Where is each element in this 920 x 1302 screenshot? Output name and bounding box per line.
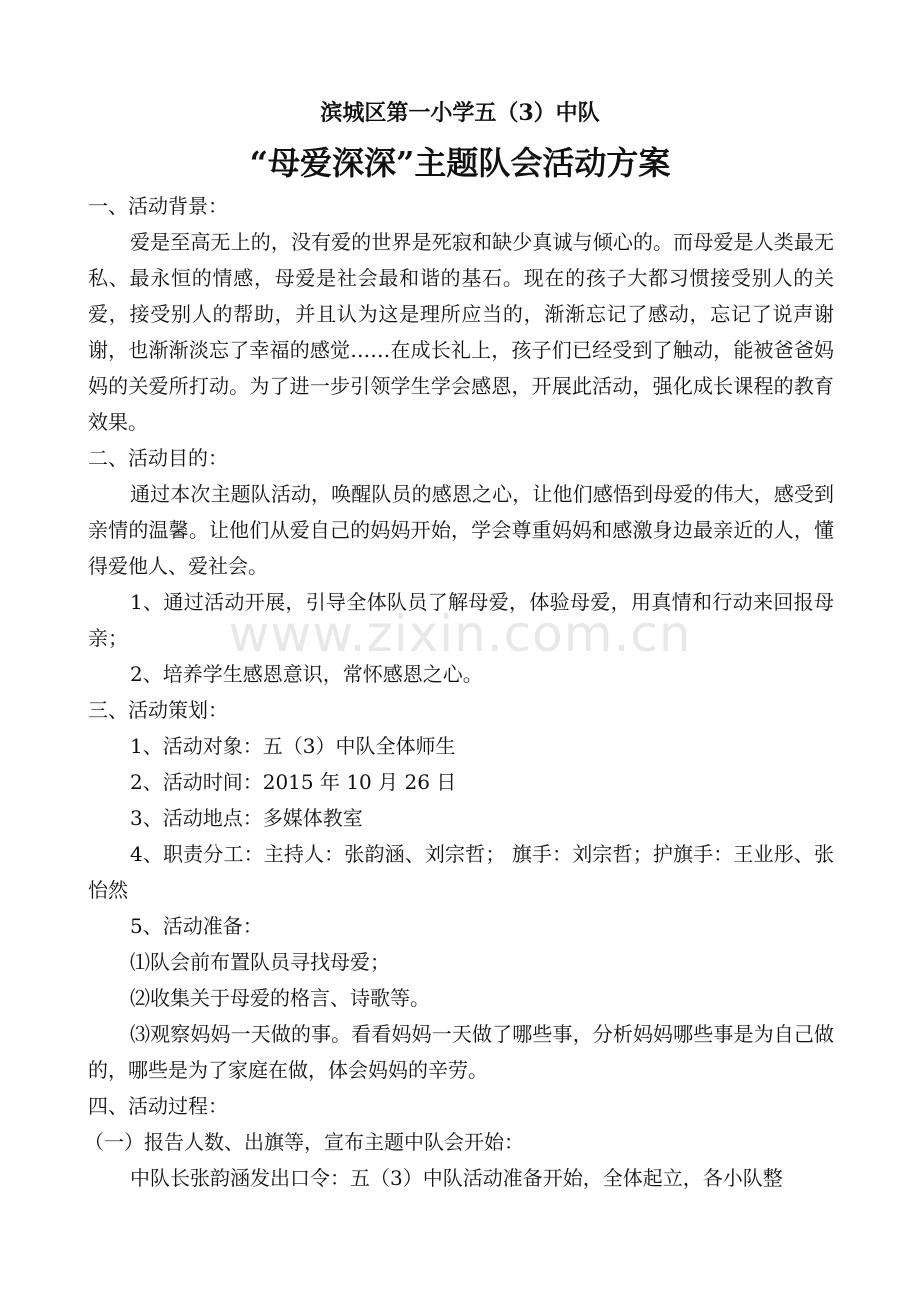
planning-item-preparation: 5、活动准备： [130,914,263,938]
process-paragraph-1: 中队长张韵涵发出口令：五（3）中队活动准备开始，全体起立，各小队整 [130,1166,783,1190]
section-heading-planning: 三、活动策划： [88,698,228,722]
planning-item-location: 3、活动地点：多媒体教室 [130,806,363,830]
preparation-step-3: ⑶观察妈妈一天做的事。看看妈妈一天做了哪些事，分析妈妈哪些事是为自己做的，哪些是为了家庭在做，体会妈妈的辛劳。 [88,1022,834,1082]
planning-item-time: 2、活动时间：2015 年 10 月 26 日 [130,770,457,794]
process-subheading-1: （一）报告人数、出旗等，宣布主题中队会开始： [84,1130,524,1154]
background-paragraph: 爱是至高无上的，没有爱的世界是死寂和缺少真诚与倾心的。而母爱是人类最无私、最永恒的情感，母爱是社会最和谐的基石。现在的孩子大都习惯接受别人的关爱，接受别人的帮助，并且认为这是理所应当的，渐渐忘记了感动，忘记了说声谢谢，也渐渐淡忘了幸福的感觉……在成长礼上，孩子们已经受到了触动，能被爸爸妈妈的关爱所打动。为了进一步引领学生学会感恩，开展此活动，强化成长课程的教育效果。 [88,230,834,434]
watermark: www.zixin.com.cn [228,605,692,663]
preparation-step-1: ⑴队会前布置队员寻找母爱； [130,950,390,974]
planning-item-target: 1、活动对象：五（3）中队全体师生 [130,734,456,758]
purpose-item-1: 1、通过活动开展，引导全体队员了解母爱，体验母爱，用真情和行动来回报母亲； [88,590,834,650]
purpose-paragraph: 通过本次主题队活动，唤醒队员的感恩之心，让他们感悟到母爱的伟大，感受到亲情的温馨。让他们从爱自己的妈妈开始，学会尊重妈妈和感激身边最亲近的人，懂得爱他人、爱社会。 [88,482,834,578]
school-heading: 滨城区第一小学五（3）中队 [320,100,600,126]
preparation-step-2: ⑵收集关于母爱的格言、诗歌等。 [130,986,430,1010]
section-heading-purpose: 二、活动目的： [88,446,228,470]
document-title: “母爱深深”主题队会活动方案 [249,144,671,182]
planning-item-roles: 4、职责分工：主持人：张韵涵、刘宗哲； 旗手：刘宗哲；护旗手：王业彤、张怡然 [88,842,834,902]
section-heading-process: 四、活动过程： [88,1094,228,1118]
section-heading-background: 一、活动背景： [88,194,228,218]
purpose-item-2: 2、培养学生感恩意识，常怀感恩之心。 [130,662,483,686]
document-body [84,188,834,1196]
